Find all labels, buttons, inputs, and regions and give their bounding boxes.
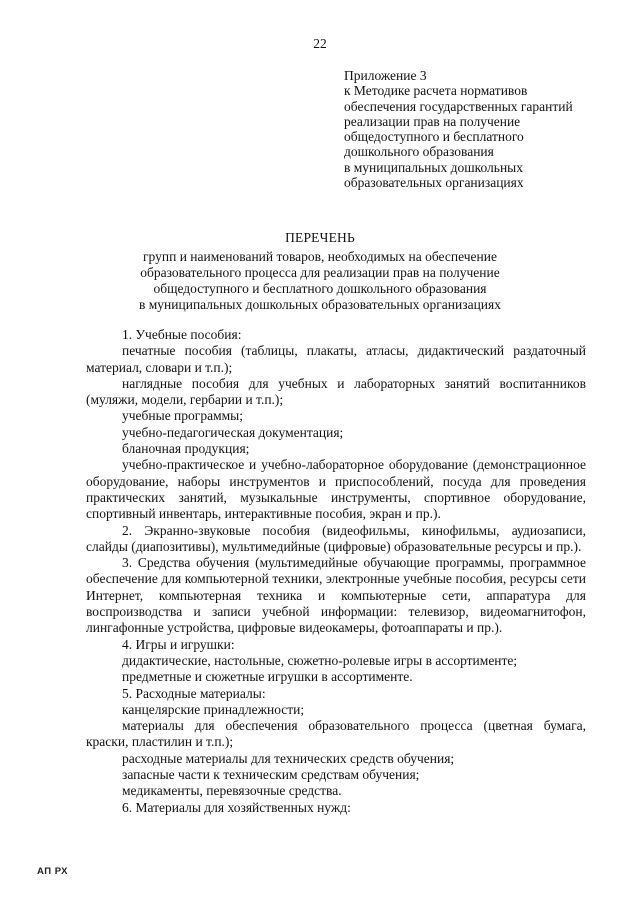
section-heading: 3. Средства обучения (мультимедийные обучающие программы, программное обеспечение для компьютерной техники, электронные учебные пособия, ресурсы сети Интернет, компьютерная техника и компьютерные сети, аппаратура для воспроизводства и записи учебной информации: телевизор, видеомагнитофон, лингафонные устройства, цифровые видеокамеры, фотоаппараты и пр.).	[86, 555, 586, 636]
list-item: расходные материалы для технических средств обучения;	[122, 750, 455, 766]
list-item: учебно-практическое и учебно-лабораторное оборудование (демонстрационное оборудование, наборы инструментов и приспособлений, посуда для проведения практических занятий, музыкальные инструменты, спортивное оборудование, спортивный инвентарь, интерактивные пособия, экран и пр.).	[86, 457, 586, 522]
subtitle-line: в муниципальных дошкольных образовательных организациях	[139, 297, 501, 312]
appendix-line: обеспечения государственных гарантий	[344, 98, 573, 114]
document-body	[86, 327, 586, 816]
document-title: ПЕРЕЧЕНЬ	[285, 230, 355, 245]
appendix-line: дошкольного образования	[344, 144, 494, 160]
list-item: материалы для обеспечения образовательного процесса (цветная бумага, краски, пластилин и т.п.);	[86, 718, 586, 750]
appendix-line: реализации прав на получение	[344, 113, 521, 129]
footer-stamp: АП РХ	[37, 866, 69, 877]
list-item: запасные части к техническим средствам обучения;	[122, 767, 420, 783]
section-heading: 1. Учебные пособия:	[122, 327, 242, 342]
subtitle-line: групп и наименований товаров, необходимых на обеспечение	[143, 249, 497, 264]
appendix-line: в муниципальных дошкольных	[344, 159, 523, 175]
list-item: медикаменты, перевязочные средства.	[122, 783, 342, 799]
appendix-line: к Методике расчета нормативов	[344, 83, 528, 99]
list-item: учебные программы;	[122, 408, 243, 424]
list-item: наглядные пособия для учебных и лабораторных занятий воспитанников (муляжи, модели, гербарии и т.п.);	[86, 375, 586, 408]
subtitle-line: образовательного процесса для реализации прав на получение	[140, 265, 500, 280]
section-heading: 6. Материалы для хозяйственных нужд:	[122, 799, 351, 815]
section-heading: 5. Расходные материалы:	[122, 685, 266, 701]
appendix-line: Приложение 3	[344, 68, 427, 83]
section-heading: 2. Экранно-звуковые пособия (видеофильмы, кинофильмы, аудиозаписи, слайды (диапозитивы), мультимедийные (цифровые) образовательные ресурсы и пр.).	[86, 522, 586, 554]
list-item: предметные и сюжетные игрушки в ассортименте.	[122, 669, 413, 685]
appendix-line: образовательных организациях	[344, 175, 524, 191]
document-subtitle	[0, 249, 640, 313]
list-item: печатные пособия (таблицы, плакаты, атласы, дидактический раздаточный материал, словари и т.п.);	[86, 343, 586, 375]
subtitle-line: общедоступного и бесплатного дошкольного образования	[153, 281, 487, 296]
list-item: учебно-педагогическая документация;	[122, 424, 344, 440]
appendix-header	[344, 68, 624, 190]
list-item: дидактические, настольные, сюжетно-ролевые игры в ассортименте;	[122, 652, 518, 668]
appendix-line: общедоступного и бесплатного	[344, 129, 524, 145]
page-number: 22	[313, 36, 327, 51]
section-heading: 4. Игры и игрушки:	[122, 636, 235, 652]
list-item: бланочная продукция;	[122, 441, 250, 457]
list-item: канцелярские принадлежности;	[122, 701, 305, 717]
